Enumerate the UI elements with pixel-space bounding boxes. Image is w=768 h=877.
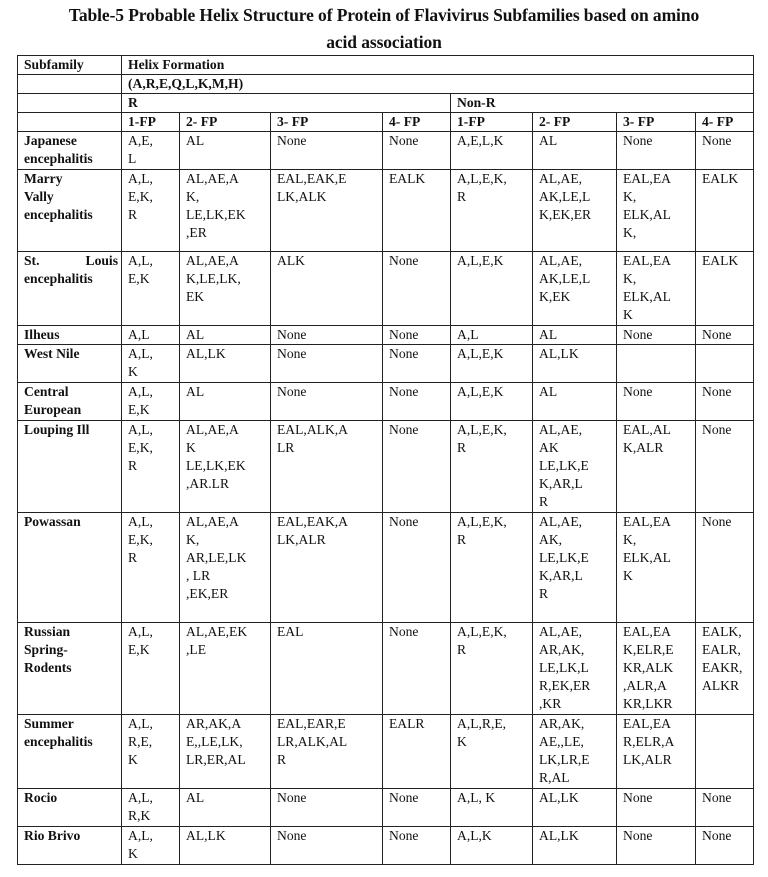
table-cell: EAL,EA R,ELR,A LK,ALR bbox=[617, 715, 696, 789]
table-cell: None bbox=[383, 421, 451, 513]
subfamily-name: Central European bbox=[18, 383, 122, 421]
table-cell: AL,LK bbox=[180, 827, 271, 865]
table-cell: EALK bbox=[383, 170, 451, 252]
table-cell: None bbox=[271, 827, 383, 865]
table-cell: A,L,E,K, R bbox=[451, 170, 533, 252]
table-cell: A,L, K bbox=[122, 827, 180, 865]
table-cell: None bbox=[271, 345, 383, 383]
table-cell: A,L, K bbox=[122, 345, 180, 383]
table-cell: A,L, R,E, K bbox=[122, 715, 180, 789]
table-cell: AL,LK bbox=[533, 789, 617, 827]
table-row bbox=[18, 789, 754, 827]
table-cell: A,L, E,K bbox=[122, 383, 180, 421]
table-cell: None bbox=[617, 383, 696, 421]
header-group-r: R bbox=[122, 94, 451, 113]
subfamily-name: Rio Brivo bbox=[18, 827, 122, 865]
table-cell: None bbox=[383, 513, 451, 623]
table-cell: EAL,EA K,ELR,E KR,ALK ,ALR,A KR,LKR bbox=[617, 623, 696, 715]
table-cell: EAL,AL K,ALR bbox=[617, 421, 696, 513]
table-cell: A,E,L,K bbox=[451, 132, 533, 170]
table-cell: None bbox=[271, 383, 383, 421]
header-fp-1: 1-FP bbox=[122, 113, 180, 132]
table-cell: AL bbox=[180, 789, 271, 827]
table-cell: None bbox=[617, 132, 696, 170]
table-cell bbox=[696, 345, 754, 383]
table-cell: AL,AE, AR,AK, LE,LK,L R,EK,ER ,KR bbox=[533, 623, 617, 715]
table-cell: A,L,R,E, K bbox=[451, 715, 533, 789]
table-cell: A,E, L bbox=[122, 132, 180, 170]
subfamily-name: West Nile bbox=[18, 345, 122, 383]
table-cell: EAL,ALK,A LR bbox=[271, 421, 383, 513]
table-row bbox=[18, 170, 754, 252]
subfamily-name: Russian Spring- Rodents bbox=[18, 623, 122, 715]
table-cell: AL,AE, AK LE,LK,E K,AR,L R bbox=[533, 421, 617, 513]
table-cell: AL,LK bbox=[180, 345, 271, 383]
table-cell: AL bbox=[533, 132, 617, 170]
header-blank-cell bbox=[18, 94, 122, 113]
table-cell: AL,LK bbox=[533, 827, 617, 865]
table-cell: AL bbox=[180, 326, 271, 345]
subfamily-name: St. Louis encephalitis bbox=[18, 252, 122, 326]
header-blank-cell bbox=[18, 113, 122, 132]
table-cell: None bbox=[383, 623, 451, 715]
table-cell: A,L,E,K, R bbox=[451, 421, 533, 513]
table-cell: None bbox=[696, 326, 754, 345]
header-fp-7: 3- FP bbox=[617, 113, 696, 132]
table-cell: AR,AK, AE,,LE, LK,LR,E R,AL bbox=[533, 715, 617, 789]
table-cell: None bbox=[271, 326, 383, 345]
table-cell: AL bbox=[180, 383, 271, 421]
table-cell: A,L, E,K, R bbox=[122, 170, 180, 252]
table-cell: None bbox=[383, 326, 451, 345]
table-row bbox=[18, 827, 754, 865]
table-cell: AL bbox=[533, 383, 617, 421]
table-cell: AL,AE, AK,LE,L K,EK bbox=[533, 252, 617, 326]
header-fp-6: 2- FP bbox=[533, 113, 617, 132]
table-cell: EALK bbox=[696, 170, 754, 252]
header-fp-2: 2- FP bbox=[180, 113, 271, 132]
table-cell: EAL,EAK,E LK,ALK bbox=[271, 170, 383, 252]
table-cell: A,L, E,K bbox=[122, 252, 180, 326]
table-row bbox=[18, 132, 754, 170]
subfamily-name: Rocio bbox=[18, 789, 122, 827]
table-cell: None bbox=[696, 132, 754, 170]
table-cell: A,L, E,K bbox=[122, 623, 180, 715]
table-cell: EAL,EA K, ELK,AL K bbox=[617, 513, 696, 623]
header-subfamily: Subfamily bbox=[18, 56, 122, 75]
table-row bbox=[18, 513, 754, 623]
table-cell: A,L, E,K, R bbox=[122, 421, 180, 513]
table-cell: None bbox=[696, 827, 754, 865]
table-cell: AL,AE, AK,LE,L K,EK,ER bbox=[533, 170, 617, 252]
table-cell: None bbox=[617, 326, 696, 345]
table-cell: AL,AE,A K LE,LK,EK ,AR.LR bbox=[180, 421, 271, 513]
helix-structure-table bbox=[17, 55, 754, 865]
table-cell: None bbox=[383, 132, 451, 170]
table-cell: None bbox=[383, 252, 451, 326]
table-row bbox=[18, 383, 754, 421]
table-cell: A,L,E,K bbox=[451, 383, 533, 421]
table-row bbox=[18, 421, 754, 513]
table-cell: AL,AE,EK ,LE bbox=[180, 623, 271, 715]
table-cell: A,L,E,K bbox=[451, 252, 533, 326]
header-helix-formation: Helix Formation bbox=[122, 56, 754, 75]
table-cell: None bbox=[383, 383, 451, 421]
header-fp-5: 1-FP bbox=[451, 113, 533, 132]
header-residues: (A,R,E,Q,L,K,M,H) bbox=[122, 75, 754, 94]
table-cell: None bbox=[617, 827, 696, 865]
table-cell: EALK bbox=[696, 252, 754, 326]
table-cell: EAL,EAR,E LR,ALK,AL R bbox=[271, 715, 383, 789]
table-cell bbox=[696, 715, 754, 789]
table-cell: AL bbox=[180, 132, 271, 170]
header-fp-4: 4- FP bbox=[383, 113, 451, 132]
table-row bbox=[18, 623, 754, 715]
table-cell bbox=[617, 345, 696, 383]
table-cell: AR,AK,A E,,LE,LK, LR,ER,AL bbox=[180, 715, 271, 789]
subfamily-name: Ilheus bbox=[18, 326, 122, 345]
table-cell: EAL,EA K, ELK,AL K bbox=[617, 252, 696, 326]
table-cell: EALK, EALR, EAKR, ALKR bbox=[696, 623, 754, 715]
table-cell: ALK bbox=[271, 252, 383, 326]
table-cell: None bbox=[617, 789, 696, 827]
header-fp-8: 4- FP bbox=[696, 113, 754, 132]
table-cell: A,L,E,K bbox=[451, 345, 533, 383]
table-cell: A,L bbox=[451, 326, 533, 345]
table-cell: AL,LK bbox=[533, 345, 617, 383]
table-cell: AL,AE,A K, LE,LK,EK ,ER bbox=[180, 170, 271, 252]
table-cell: None bbox=[383, 789, 451, 827]
table-row bbox=[18, 252, 754, 326]
table-cell: AL,AE, AK, LE,LK,E K,AR,L R bbox=[533, 513, 617, 623]
header-blank-cell bbox=[18, 75, 122, 94]
table-cell: AL,AE,A K,LE,LK, EK bbox=[180, 252, 271, 326]
table-cell: None bbox=[696, 513, 754, 623]
table-cell: None bbox=[696, 383, 754, 421]
table-cell: EAL,EAK,A LK,ALR bbox=[271, 513, 383, 623]
table-cell: A,L, R,K bbox=[122, 789, 180, 827]
table-cell: AL bbox=[533, 326, 617, 345]
table-cell: A,L,E,K, R bbox=[451, 623, 533, 715]
subfamily-name: Marry Vally encephalitis bbox=[18, 170, 122, 252]
table-cell: A,L, E,K, R bbox=[122, 513, 180, 623]
subfamily-name: Summer encephalitis bbox=[18, 715, 122, 789]
table-cell: None bbox=[383, 827, 451, 865]
table-cell: None bbox=[696, 789, 754, 827]
table-cell: A,L,E,K, R bbox=[451, 513, 533, 623]
table-cell: None bbox=[271, 789, 383, 827]
table-cell: EALR bbox=[383, 715, 451, 789]
table-cell: A,L,K bbox=[451, 827, 533, 865]
table-row bbox=[18, 715, 754, 789]
table-title: Table-5 Probable Helix Structure of Protein of Flavivirus Subfamilies based on amino acid association bbox=[68, 5, 700, 52]
header-fp-3: 3- FP bbox=[271, 113, 383, 132]
table-row bbox=[18, 326, 754, 345]
subfamily-name: Japanese encephalitis bbox=[18, 132, 122, 170]
subfamily-name: Powassan bbox=[18, 513, 122, 623]
table-cell: None bbox=[383, 345, 451, 383]
table-cell: EAL,EA K, ELK,AL K, bbox=[617, 170, 696, 252]
table-cell: None bbox=[696, 421, 754, 513]
table-cell: A,L bbox=[122, 326, 180, 345]
table-cell: EAL bbox=[271, 623, 383, 715]
table-row bbox=[18, 345, 754, 383]
header-group-nonr: Non-R bbox=[451, 94, 754, 113]
table-cell: A,L, K bbox=[451, 789, 533, 827]
subfamily-name: Louping Ill bbox=[18, 421, 122, 513]
table-cell: AL,AE,A K, AR,LE,LK , LR ,EK,ER bbox=[180, 513, 271, 623]
table-cell: None bbox=[271, 132, 383, 170]
